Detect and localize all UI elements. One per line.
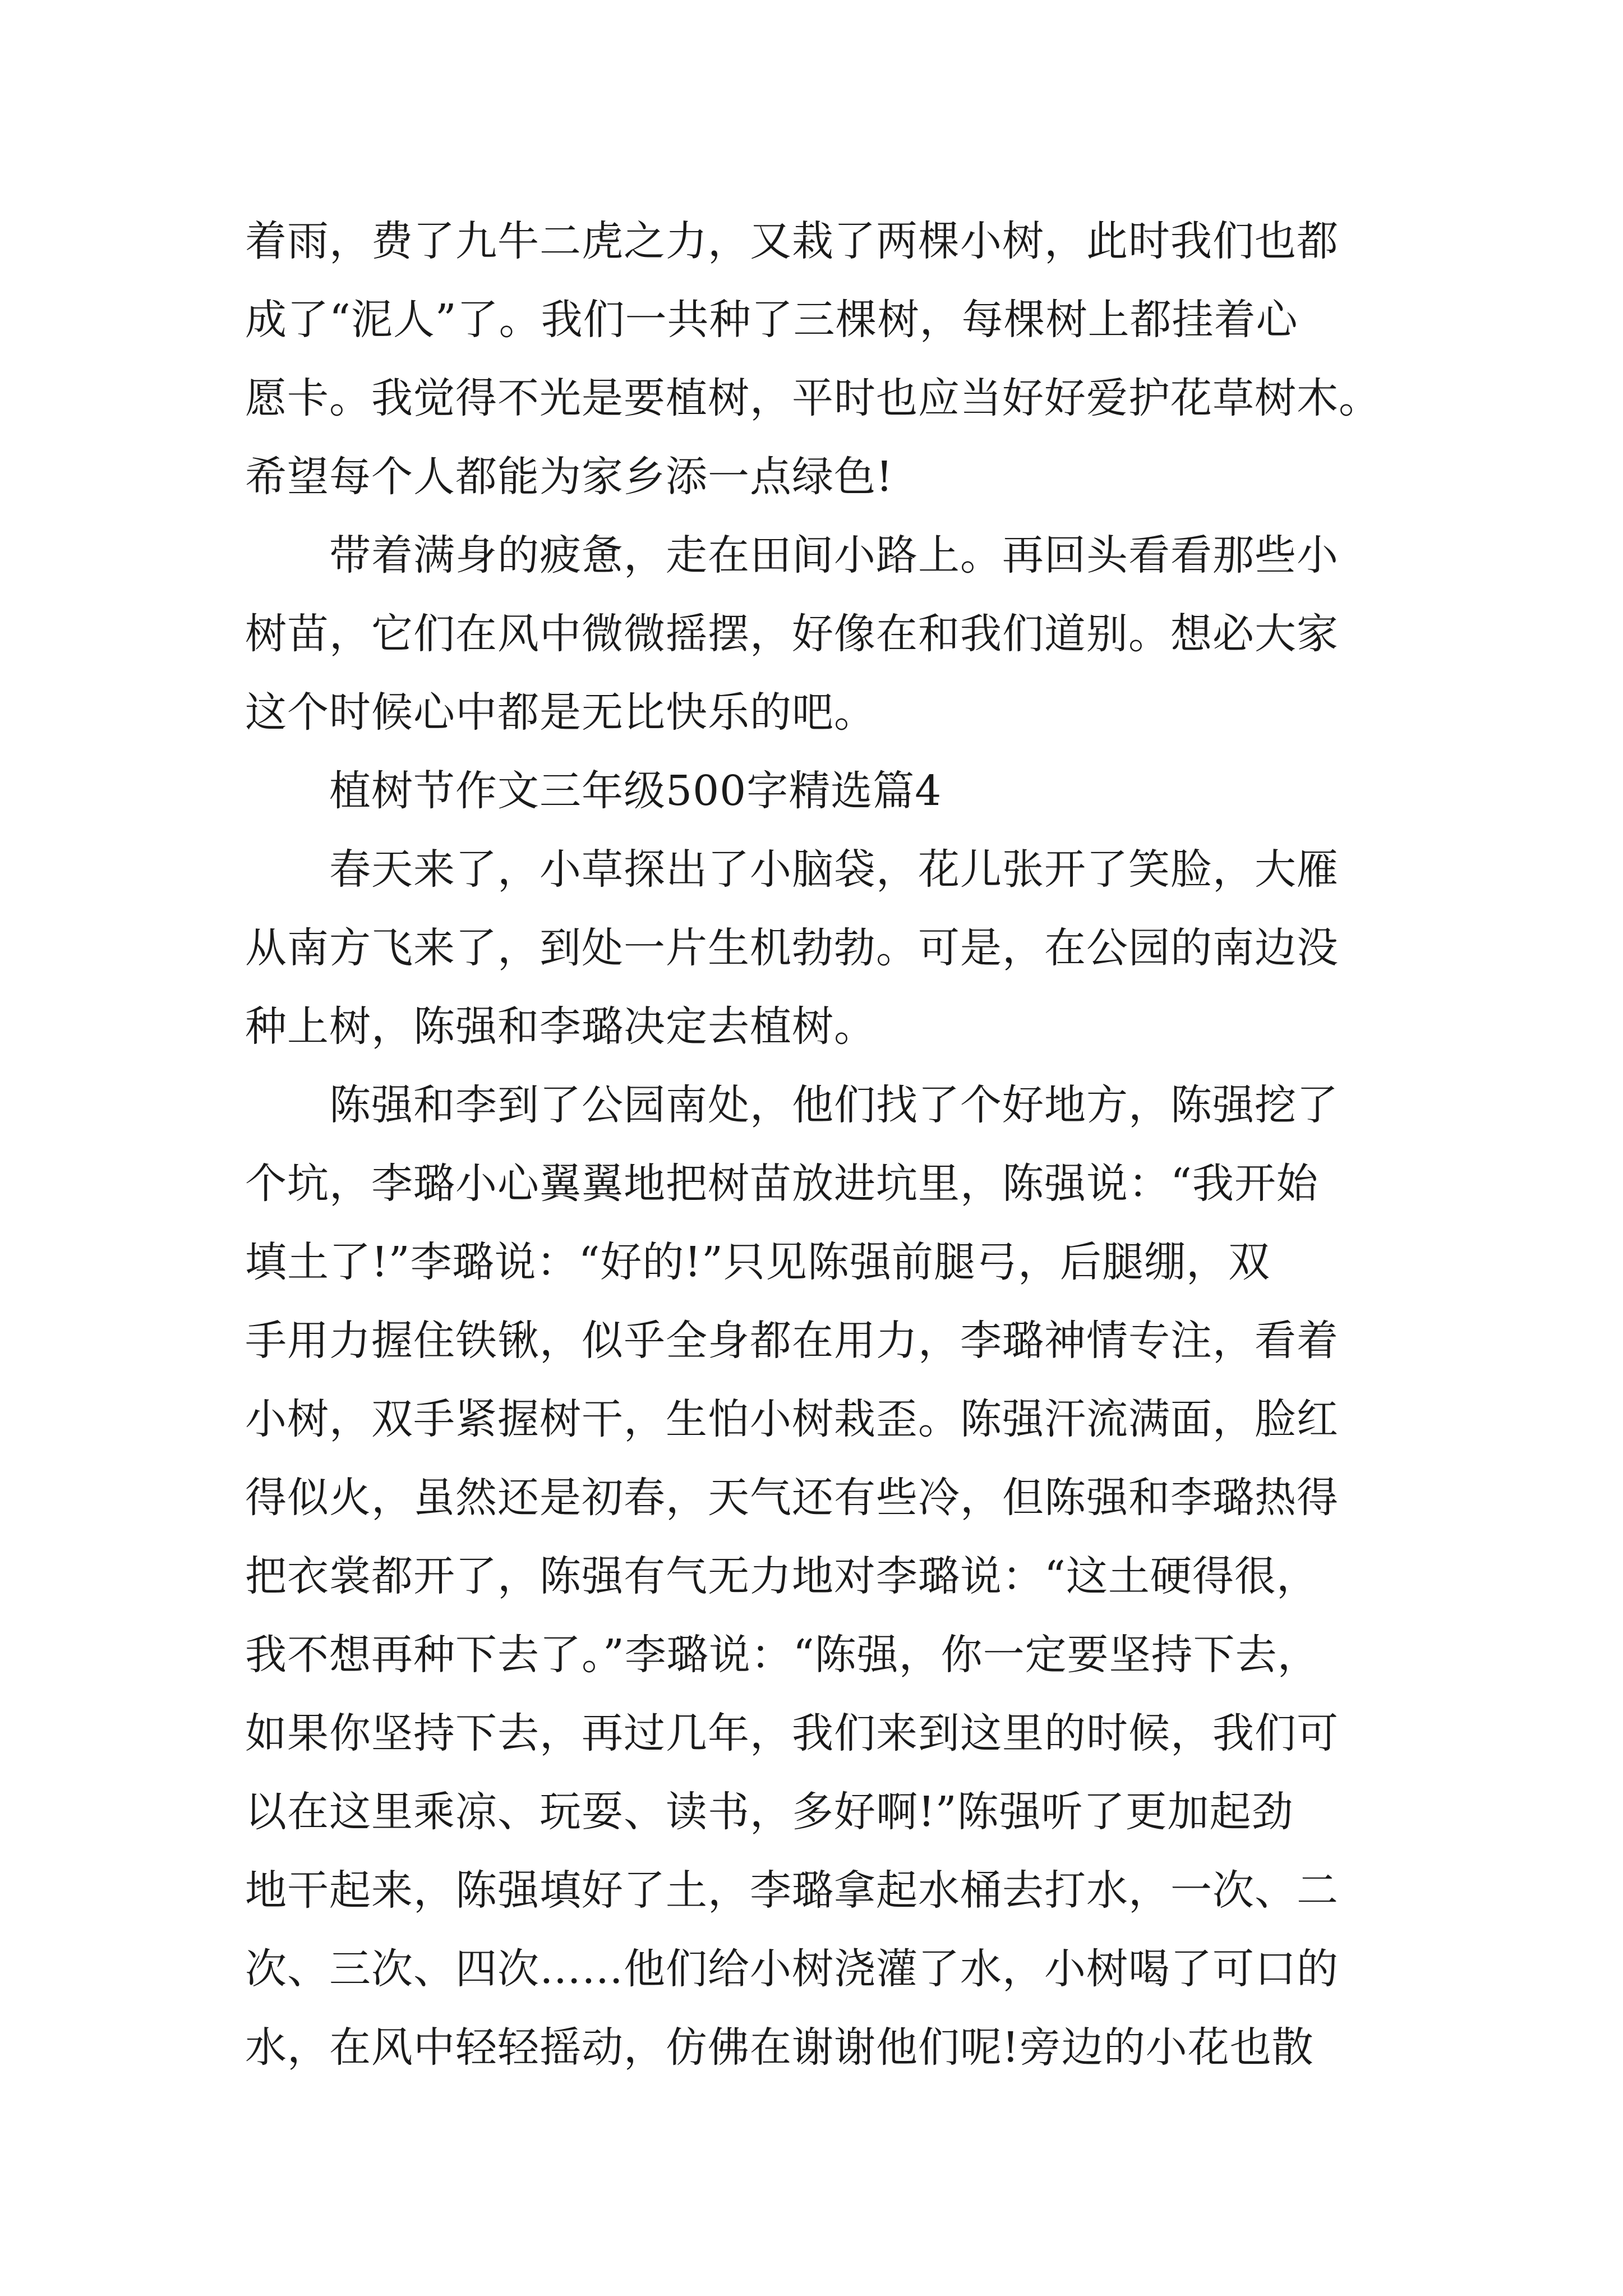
section-heading: 植树节作文三年级500字精选篇4 — [329, 767, 942, 815]
text-line: 地干起来，陈强填好了土，李璐拿起水桶去打水，一次、二 — [245, 1866, 1339, 1915]
text-line: 水，在风中轻轻摇动，仿佛在谢谢他们呢!旁边的小花也散 — [245, 2023, 1314, 2072]
text-line: 小树，双手紧握树干，生怕小树栽歪。陈强汗流满面，脸红 — [245, 1395, 1339, 1443]
text-line: 把衣裳都开了，陈强有气无力地对李璐说：“这土硬得很， — [245, 1552, 1318, 1600]
text-line: 成了“泥人”了。我们一共种了三棵树，每棵树上都挂着心 — [245, 296, 1298, 344]
paragraph-start-line: 陈强和李到了公园南处，他们找了个好地方，陈强挖了 — [329, 1081, 1339, 1129]
text-line: 填土了!”李璐说：“好的!”只见陈强前腿弓，后腿绷，双 — [245, 1238, 1270, 1286]
document-body — [245, 202, 1381, 2087]
paragraph-start-line: 春天来了，小草探出了小脑袋，花儿张开了笑脸，大雁 — [329, 845, 1339, 894]
text-line: 树苗，它们在风中微微摇摆，好像在和我们道别。想必大家 — [245, 610, 1339, 658]
text-line: 着雨，费了九牛二虎之力，又栽了两棵小树，此时我们也都 — [245, 217, 1339, 265]
text-line: 次、三次、四次……他们给小树浇灌了水，小树喝了可口的 — [245, 1945, 1339, 1993]
text-line: 以在这里乘凉、玩耍、读书，多好啊!”陈强听了更加起劲 — [245, 1788, 1294, 1836]
text-line: 我不想再种下去了。”李璐说：“陈强，你一定要坚持下去， — [245, 1631, 1320, 1679]
text-line: 愿卡。我觉得不光是要植树，平时也应当好好爱护花草树木。 — [245, 374, 1381, 422]
paragraph-start-line: 带着满身的疲惫，走在田间小路上。再回头看看那些小 — [329, 531, 1339, 579]
text-line: 如果你坚持下去，再过几年，我们来到这里的时候，我们可 — [245, 1709, 1339, 1757]
text-line: 手用力握住铁锹，似乎全身都在用力，李璐神情专注，看着 — [245, 1317, 1339, 1365]
text-line: 个坑，李璐小心翼翼地把树苗放进坑里，陈强说：“我开始 — [245, 1159, 1318, 1208]
text-line: 种上树，陈强和李璐决定去植树。 — [245, 1002, 876, 1051]
text-line: 从南方飞来了，到处一片生机勃勃。可是，在公园的南边没 — [245, 924, 1339, 972]
text-line: 得似火，虽然还是初春，天气还有些冷，但陈强和李璐热得 — [245, 1474, 1339, 1522]
text-line: 这个时候心中都是无比快乐的吧。 — [245, 688, 876, 737]
text-line: 希望每个人都能为家乡添一点绿色! — [245, 453, 893, 501]
